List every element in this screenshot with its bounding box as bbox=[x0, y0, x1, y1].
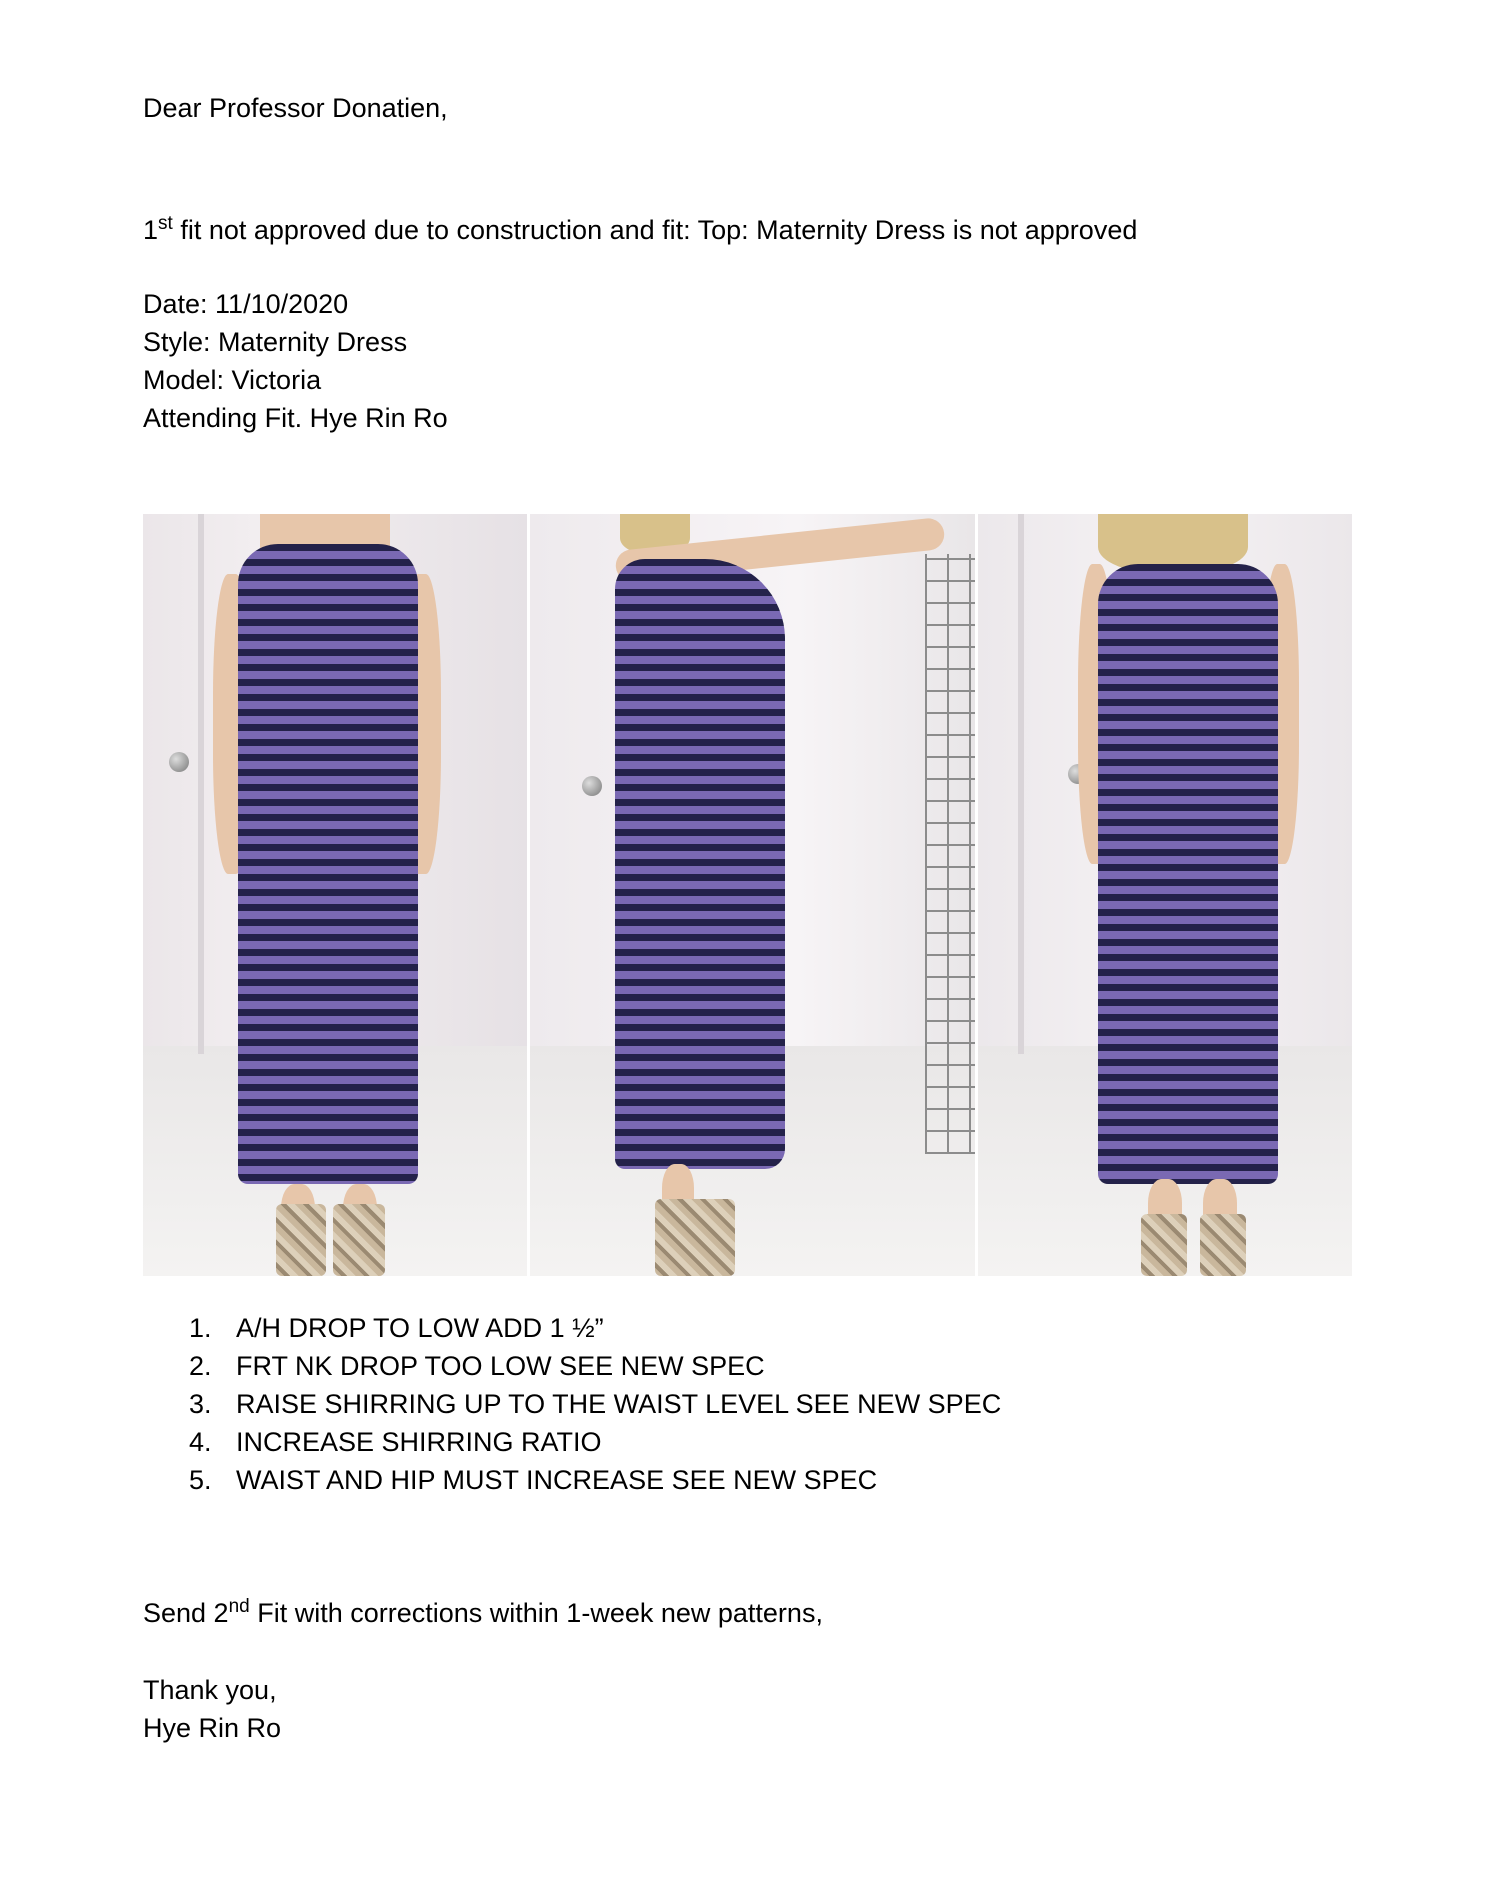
photo-side-view bbox=[530, 514, 975, 1276]
closing: Thank you, bbox=[143, 1675, 277, 1705]
detail-model: Model: Victoria bbox=[143, 365, 322, 395]
fit-ordinal-number: 1 bbox=[143, 215, 159, 245]
fit-photos bbox=[143, 514, 1352, 1276]
list-item bbox=[189, 1388, 1001, 1420]
list-item bbox=[189, 1312, 604, 1344]
signature: Hye Rin Ro bbox=[143, 1713, 282, 1743]
request-suffix: nd bbox=[228, 1596, 250, 1617]
list-item bbox=[189, 1426, 602, 1458]
detail-style: Style: Maternity Dress bbox=[143, 327, 408, 357]
list-item-number: 2. bbox=[189, 1351, 212, 1381]
list-item-text: RAISE SHIRRING UP TO THE WAIST LEVEL SEE NEW SPEC bbox=[236, 1389, 1002, 1419]
list-item-text: A/H DROP TO LOW ADD 1 ½” bbox=[236, 1313, 604, 1343]
fit-status-text: fit not approved due to construction and fit: Top: Maternity Dress is not approved bbox=[172, 215, 1138, 245]
request-rest: Fit with corrections within 1-week new patterns, bbox=[249, 1598, 823, 1628]
list-item-number: 3. bbox=[189, 1389, 212, 1419]
list-item-text: INCREASE SHIRRING RATIO bbox=[236, 1427, 602, 1457]
detail-date: Date: 11/10/2020 bbox=[143, 289, 349, 319]
list-item-number: 4. bbox=[189, 1427, 212, 1457]
list-item-text: WAIST AND HIP MUST INCREASE SEE NEW SPEC bbox=[236, 1465, 878, 1495]
request-line bbox=[143, 1597, 823, 1629]
photo-front-view bbox=[143, 514, 527, 1276]
fit-status-line bbox=[143, 214, 1137, 246]
list-item bbox=[189, 1464, 877, 1496]
list-item-number: 1. bbox=[189, 1313, 212, 1343]
fit-ordinal-suffix: st bbox=[158, 213, 173, 234]
list-item-number: 5. bbox=[189, 1465, 212, 1495]
salutation: Dear Professor Donatien, bbox=[143, 93, 448, 123]
list-item bbox=[189, 1350, 765, 1382]
detail-attending: Attending Fit. Hye Rin Ro bbox=[143, 403, 448, 433]
list-item-text: FRT NK DROP TOO LOW SEE NEW SPEC bbox=[236, 1351, 765, 1381]
photo-back-view bbox=[978, 514, 1352, 1276]
request-prefix: Send 2 bbox=[143, 1598, 229, 1628]
